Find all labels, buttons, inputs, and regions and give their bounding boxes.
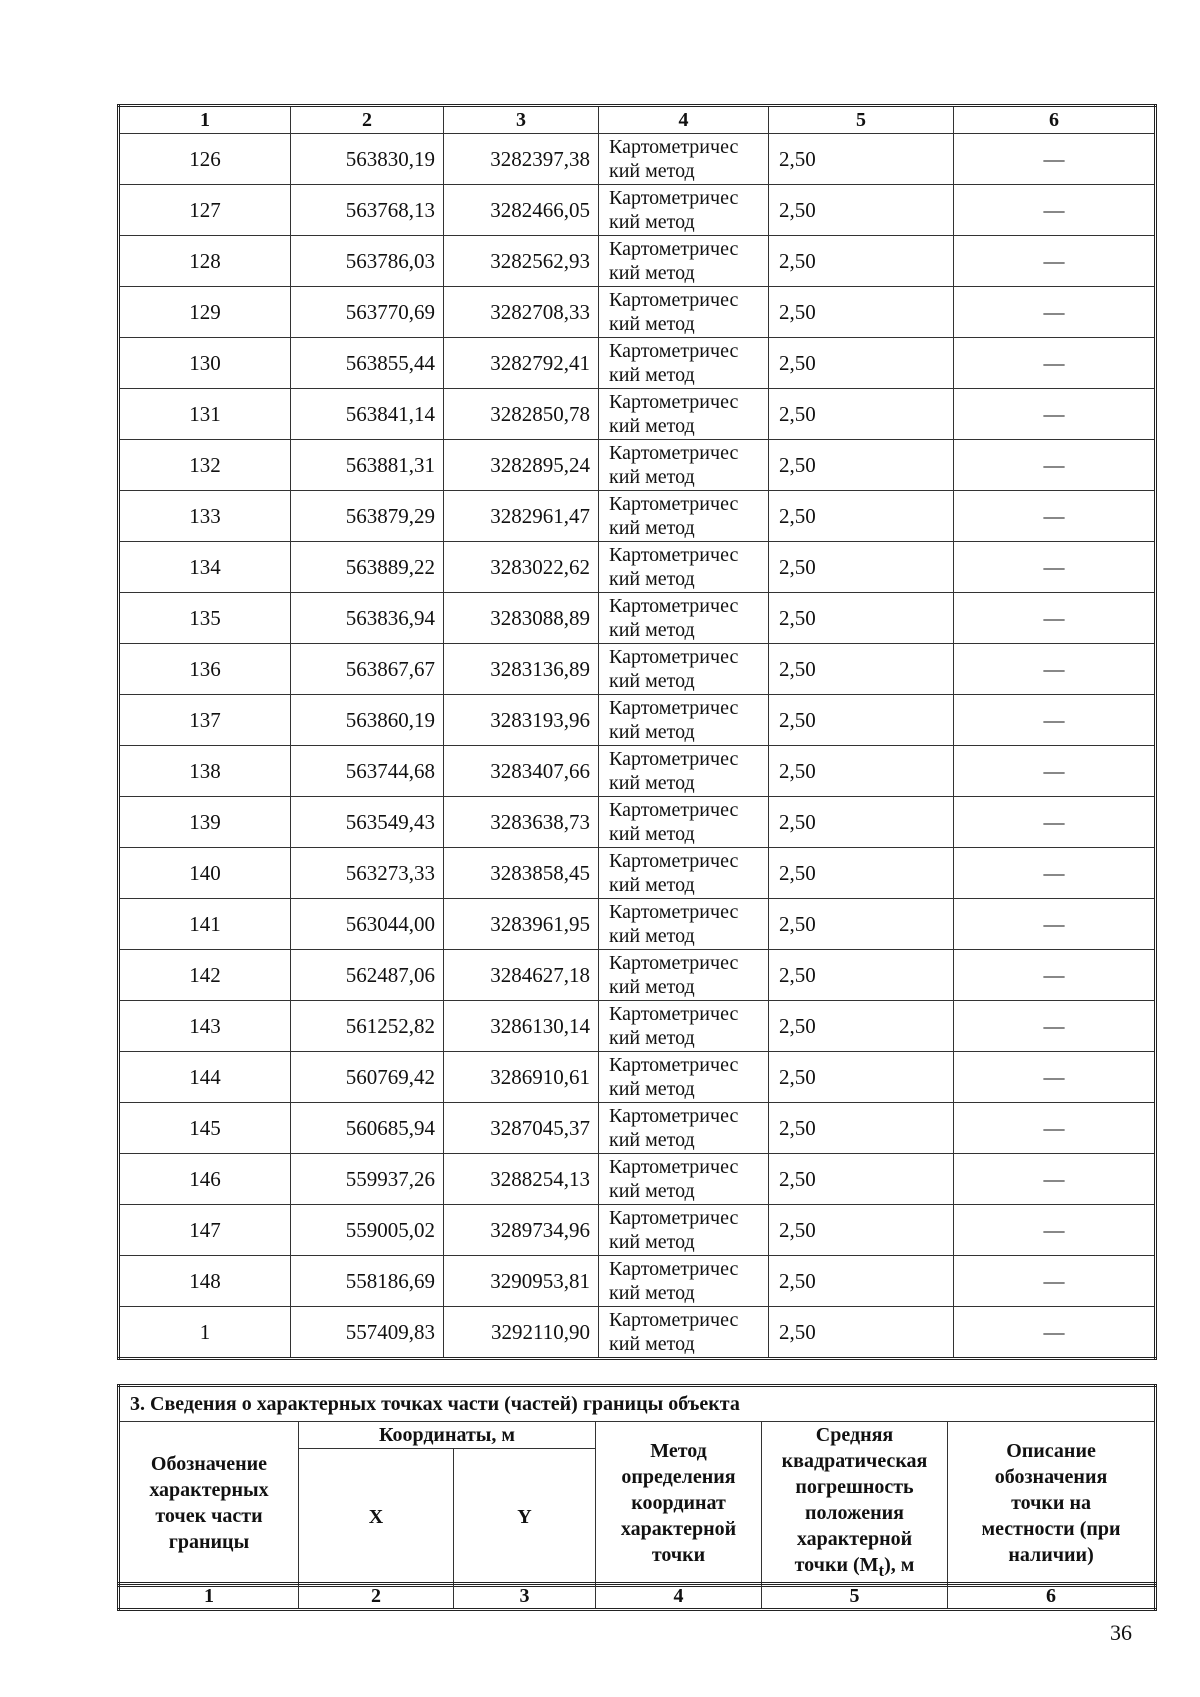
- point-number-cell: 142: [119, 950, 291, 1001]
- method-cell: [599, 236, 769, 287]
- method-line: кий метод: [609, 1180, 695, 1202]
- x-coordinate-cell: 560685,94: [291, 1103, 444, 1154]
- y-coordinate-cell: 3282466,05: [444, 185, 599, 236]
- y-coordinate-cell: 3282895,24: [444, 440, 599, 491]
- description-cell: —: [954, 1205, 1156, 1256]
- table-row: [119, 134, 1156, 185]
- method-cell: [599, 1256, 769, 1307]
- description-cell: —: [954, 389, 1156, 440]
- method-line: кий метод: [609, 211, 695, 233]
- x-coordinate-cell: 563836,94: [291, 593, 444, 644]
- x-coordinate-cell: 559005,02: [291, 1205, 444, 1256]
- footer-cell: 1: [119, 1584, 299, 1610]
- method-cell: [599, 287, 769, 338]
- table-row: [119, 389, 1156, 440]
- table-row: [119, 899, 1156, 950]
- point-number-cell: 143: [119, 1001, 291, 1052]
- method-line: кий метод: [609, 772, 695, 794]
- method-line: кий метод: [609, 1078, 695, 1100]
- point-number-cell: 147: [119, 1205, 291, 1256]
- point-number-cell: 1: [119, 1307, 291, 1359]
- point-number-cell: 135: [119, 593, 291, 644]
- description-cell: —: [954, 695, 1156, 746]
- method-line: Картометричес: [609, 697, 739, 719]
- error-cell: 2,50: [769, 440, 954, 491]
- error-cell: 2,50: [769, 1307, 954, 1359]
- method-line: кий метод: [609, 823, 695, 845]
- table-row: [119, 236, 1156, 287]
- table-row: [119, 1154, 1156, 1205]
- table-row: [119, 797, 1156, 848]
- x-coordinate-cell: 563841,14: [291, 389, 444, 440]
- error-unit: ), м: [884, 1554, 915, 1576]
- x-coordinate-cell: 563855,44: [291, 338, 444, 389]
- method-line: Картометричес: [609, 1003, 739, 1025]
- x-coordinate-cell: 563860,19: [291, 695, 444, 746]
- description-cell: —: [954, 542, 1156, 593]
- method-cell: [599, 1052, 769, 1103]
- header-cell: 6: [954, 106, 1156, 134]
- error-cell: 2,50: [769, 950, 954, 1001]
- method-line: Метод: [650, 1440, 707, 1462]
- table-row: [119, 644, 1156, 695]
- description-header: [948, 1422, 1156, 1586]
- x-coordinate-cell: 563044,00: [291, 899, 444, 950]
- x-coordinate-cell: 563744,68: [291, 746, 444, 797]
- method-line: кий метод: [609, 670, 695, 692]
- description-cell: —: [954, 797, 1156, 848]
- table-row: [119, 1001, 1156, 1052]
- description-cell: —: [954, 1052, 1156, 1103]
- y-coordinate-cell: 3282792,41: [444, 338, 599, 389]
- x-coordinate-cell: 563786,03: [291, 236, 444, 287]
- table-row: [119, 338, 1156, 389]
- designation-line: границы: [168, 1531, 250, 1553]
- point-number-cell: 127: [119, 185, 291, 236]
- method-line: Картометричес: [609, 1309, 739, 1331]
- table-row: [119, 440, 1156, 491]
- x-coordinate-cell: 558186,69: [291, 1256, 444, 1307]
- point-number-cell: 131: [119, 389, 291, 440]
- method-line: Картометричес: [609, 1054, 739, 1076]
- y-coordinate-cell: 3287045,37: [444, 1103, 599, 1154]
- point-number-cell: 133: [119, 491, 291, 542]
- error-cell: 2,50: [769, 1154, 954, 1205]
- error-line-last: [762, 1552, 947, 1584]
- method-line: кий метод: [609, 874, 695, 896]
- header-cell: 1: [119, 106, 291, 134]
- error-cell: 2,50: [769, 899, 954, 950]
- method-line: кий метод: [609, 160, 695, 182]
- description-cell: —: [954, 287, 1156, 338]
- description-cell: —: [954, 644, 1156, 695]
- description-cell: —: [954, 338, 1156, 389]
- point-number-cell: 144: [119, 1052, 291, 1103]
- point-number-cell: 146: [119, 1154, 291, 1205]
- method-cell: [599, 134, 769, 185]
- description-line: наличии): [1008, 1544, 1094, 1566]
- method-cell: [599, 695, 769, 746]
- method-cell: [599, 338, 769, 389]
- x-coordinate-cell: 563881,31: [291, 440, 444, 491]
- error-cell: 2,50: [769, 185, 954, 236]
- method-cell: [599, 797, 769, 848]
- method-line: Картометричес: [609, 595, 739, 617]
- error-cell: 2,50: [769, 797, 954, 848]
- method-cell: [599, 440, 769, 491]
- y-coordinate-cell: 3283407,66: [444, 746, 599, 797]
- description-cell: —: [954, 440, 1156, 491]
- y-coordinate-cell: 3292110,90: [444, 1307, 599, 1359]
- method-line: кий метод: [609, 262, 695, 284]
- method-cell: [599, 746, 769, 797]
- description-cell: —: [954, 1103, 1156, 1154]
- method-line: кий метод: [609, 925, 695, 947]
- method-line: кий метод: [609, 568, 695, 590]
- error-cell: 2,50: [769, 542, 954, 593]
- header-cell: 4: [599, 106, 769, 134]
- y-coordinate-cell: 3282961,47: [444, 491, 599, 542]
- method-cell: [599, 389, 769, 440]
- y-coordinate-cell: 3283022,62: [444, 542, 599, 593]
- y-coordinate-cell: 3288254,13: [444, 1154, 599, 1205]
- error-cell: 2,50: [769, 695, 954, 746]
- method-line: кий метод: [609, 1282, 695, 1304]
- y-coordinate-cell: 3282397,38: [444, 134, 599, 185]
- point-number-cell: 130: [119, 338, 291, 389]
- method-line: Картометричес: [609, 340, 739, 362]
- y-coordinate-cell: 3283193,96: [444, 695, 599, 746]
- footer-cell: 2: [299, 1584, 454, 1610]
- y-coordinate-cell: 3283858,45: [444, 848, 599, 899]
- table-row: [119, 1256, 1156, 1307]
- method-line: кий метод: [609, 1129, 695, 1151]
- x-coordinate-cell: 563549,43: [291, 797, 444, 848]
- table-row: [119, 185, 1156, 236]
- error-cell: 2,50: [769, 1103, 954, 1154]
- x-coordinate-cell: 563770,69: [291, 287, 444, 338]
- method-line: Картометричес: [609, 391, 739, 413]
- method-cell: [599, 950, 769, 1001]
- method-line: кий метод: [609, 364, 695, 386]
- description-cell: —: [954, 1256, 1156, 1307]
- table-row: [119, 287, 1156, 338]
- y-coordinate-cell: 3283088,89: [444, 593, 599, 644]
- coordinates-header: Координаты, м: [299, 1422, 596, 1449]
- method-line: Картометричес: [609, 1258, 739, 1280]
- point-number-cell: 141: [119, 899, 291, 950]
- method-line: определения: [621, 1466, 736, 1488]
- designation-line: Обозначение: [150, 1453, 268, 1475]
- table-row: [119, 593, 1156, 644]
- header-cell: 5: [769, 106, 954, 134]
- error-cell: 2,50: [769, 644, 954, 695]
- table-row: [119, 950, 1156, 1001]
- point-number-cell: 145: [119, 1103, 291, 1154]
- error-cell: 2,50: [769, 1256, 954, 1307]
- y-coordinate-cell: 3282850,78: [444, 389, 599, 440]
- method-line: кий метод: [609, 466, 695, 488]
- y-coordinate-cell: 3286130,14: [444, 1001, 599, 1052]
- method-cell: [599, 848, 769, 899]
- method-line: Картометричес: [609, 187, 739, 209]
- description-cell: —: [954, 1001, 1156, 1052]
- y-coordinate-cell: 3282708,33: [444, 287, 599, 338]
- y-coordinate-cell: 3284627,18: [444, 950, 599, 1001]
- x-coordinate-cell: 563879,29: [291, 491, 444, 542]
- description-line: Описание: [1006, 1440, 1096, 1462]
- error-cell: 2,50: [769, 491, 954, 542]
- description-cell: —: [954, 848, 1156, 899]
- table-row: [119, 542, 1156, 593]
- error-cell: 2,50: [769, 746, 954, 797]
- method-cell: [599, 593, 769, 644]
- method-cell: [599, 644, 769, 695]
- table-row: [119, 1103, 1156, 1154]
- error-text: точки (M: [794, 1554, 879, 1576]
- method-line: Картометричес: [609, 544, 739, 566]
- y-coordinate-cell: 3283961,95: [444, 899, 599, 950]
- method-line: кий метод: [609, 517, 695, 539]
- x-coordinate-cell: 560769,42: [291, 1052, 444, 1103]
- method-line: кий метод: [609, 1333, 695, 1355]
- method-line: характерной: [620, 1518, 737, 1540]
- method-cell: [599, 185, 769, 236]
- header-cell: 3: [444, 106, 599, 134]
- error-cell: 2,50: [769, 338, 954, 389]
- x-coordinate-cell: 563768,13: [291, 185, 444, 236]
- error-cell: 2,50: [769, 389, 954, 440]
- point-number-cell: 129: [119, 287, 291, 338]
- method-cell: [599, 542, 769, 593]
- point-number-cell: 136: [119, 644, 291, 695]
- description-line: местности (при: [981, 1518, 1121, 1540]
- x-coordinate-cell: 557409,83: [291, 1307, 444, 1359]
- y-coordinate-cell: 3282562,93: [444, 236, 599, 287]
- method-line: Картометричес: [609, 238, 739, 260]
- description-cell: —: [954, 236, 1156, 287]
- method-line: Картометричес: [609, 1105, 739, 1127]
- error-cell: 2,50: [769, 1205, 954, 1256]
- error-cell: 2,50: [769, 134, 954, 185]
- description-cell: —: [954, 899, 1156, 950]
- description-line: точки на: [1011, 1492, 1091, 1514]
- method-cell: [599, 491, 769, 542]
- description-cell: —: [954, 593, 1156, 644]
- method-line: Картометричес: [609, 136, 739, 158]
- x-coordinate-cell: 562487,06: [291, 950, 444, 1001]
- method-line: кий метод: [609, 1027, 695, 1049]
- footer-cell: 4: [596, 1584, 762, 1610]
- x-coordinate-cell: 563889,22: [291, 542, 444, 593]
- error-cell: 2,50: [769, 848, 954, 899]
- header-cell: 2: [291, 106, 444, 134]
- description-cell: —: [954, 1154, 1156, 1205]
- table-row: [119, 695, 1156, 746]
- table-row: [119, 746, 1156, 797]
- point-number-cell: 128: [119, 236, 291, 287]
- method-line: Картометричес: [609, 1156, 739, 1178]
- description-cell: —: [954, 185, 1156, 236]
- error-line: характерной: [796, 1528, 913, 1550]
- method-line: кий метод: [609, 415, 695, 437]
- error-cell: 2,50: [769, 1001, 954, 1052]
- x-coordinate-cell: 563830,19: [291, 134, 444, 185]
- method-line: кий метод: [609, 1231, 695, 1253]
- table-row: [119, 848, 1156, 899]
- point-number-cell: 132: [119, 440, 291, 491]
- description-cell: —: [954, 746, 1156, 797]
- error-cell: 2,50: [769, 287, 954, 338]
- y-coordinate-cell: 3289734,96: [444, 1205, 599, 1256]
- section3-table: [117, 1384, 1157, 1587]
- description-cell: —: [954, 491, 1156, 542]
- method-line: кий метод: [609, 976, 695, 998]
- point-number-cell: 138: [119, 746, 291, 797]
- point-number-cell: 148: [119, 1256, 291, 1307]
- page-number: 36: [1110, 1620, 1132, 1645]
- description-cell: —: [954, 950, 1156, 1001]
- method-cell: [599, 1103, 769, 1154]
- designation-line: характерных: [149, 1479, 269, 1501]
- error-subscript: t: [878, 1561, 885, 1580]
- x-coordinate-cell: 561252,82: [291, 1001, 444, 1052]
- method-line: кий метод: [609, 313, 695, 335]
- method-line: Картометричес: [609, 850, 739, 872]
- footer-cell: 3: [454, 1584, 596, 1610]
- method-header: [596, 1422, 762, 1586]
- table-row: [119, 491, 1156, 542]
- description-cell: —: [954, 1307, 1156, 1359]
- method-line: Картометричес: [609, 799, 739, 821]
- x-header: X: [299, 1449, 454, 1586]
- point-number-cell: 126: [119, 134, 291, 185]
- y-coordinate-cell: 3290953,81: [444, 1256, 599, 1307]
- method-line: Картометричес: [609, 493, 739, 515]
- boundary-points-table: [117, 104, 1157, 1360]
- method-cell: [599, 1307, 769, 1359]
- description-cell: —: [954, 134, 1156, 185]
- x-coordinate-cell: 563273,33: [291, 848, 444, 899]
- method-line: Картометричес: [609, 1207, 739, 1229]
- method-line: Картометричес: [609, 901, 739, 923]
- method-line: кий метод: [609, 619, 695, 641]
- y-header: Y: [454, 1449, 596, 1586]
- section3-column-numbers: [117, 1582, 1157, 1611]
- method-cell: [599, 1001, 769, 1052]
- method-line: Картометричес: [609, 289, 739, 311]
- y-coordinate-cell: 3283638,73: [444, 797, 599, 848]
- error-header: [762, 1422, 948, 1586]
- column-number-header: [119, 106, 1156, 134]
- method-line: координат: [631, 1492, 726, 1514]
- designation-line: точек части: [155, 1505, 263, 1527]
- table-row: [119, 1052, 1156, 1103]
- point-number-cell: 139: [119, 797, 291, 848]
- error-line: положения: [805, 1502, 904, 1524]
- method-cell: [599, 899, 769, 950]
- method-line: Картометричес: [609, 748, 739, 770]
- method-line: Картометричес: [609, 442, 739, 464]
- table-row: [119, 1205, 1156, 1256]
- point-number-cell: 134: [119, 542, 291, 593]
- error-cell: 2,50: [769, 593, 954, 644]
- point-number-cell: 140: [119, 848, 291, 899]
- y-coordinate-cell: 3286910,61: [444, 1052, 599, 1103]
- x-coordinate-cell: 563867,67: [291, 644, 444, 695]
- y-coordinate-cell: 3283136,89: [444, 644, 599, 695]
- error-line: Средняя: [815, 1424, 894, 1446]
- method-cell: [599, 1154, 769, 1205]
- x-coordinate-cell: 559937,26: [291, 1154, 444, 1205]
- error-line: погрешность: [795, 1476, 914, 1498]
- error-cell: 2,50: [769, 236, 954, 287]
- boundary-points-body: [119, 106, 1156, 1359]
- error-cell: 2,50: [769, 1052, 954, 1103]
- error-line: квадратическая: [781, 1450, 928, 1472]
- point-number-cell: 137: [119, 695, 291, 746]
- footer-cell: 6: [948, 1584, 1156, 1610]
- method-cell: [599, 1205, 769, 1256]
- table-row: [119, 1307, 1156, 1359]
- method-line: Картометричес: [609, 952, 739, 974]
- footer-cell: 5: [762, 1584, 948, 1610]
- section3-title: 3. Сведения о характерных точках части (частей) границы объекта: [119, 1386, 1156, 1422]
- method-line: кий метод: [609, 721, 695, 743]
- method-line: Картометричес: [609, 646, 739, 668]
- method-line: точки: [651, 1544, 706, 1566]
- description-line: обозначения: [994, 1466, 1108, 1488]
- designation-header: [119, 1422, 299, 1586]
